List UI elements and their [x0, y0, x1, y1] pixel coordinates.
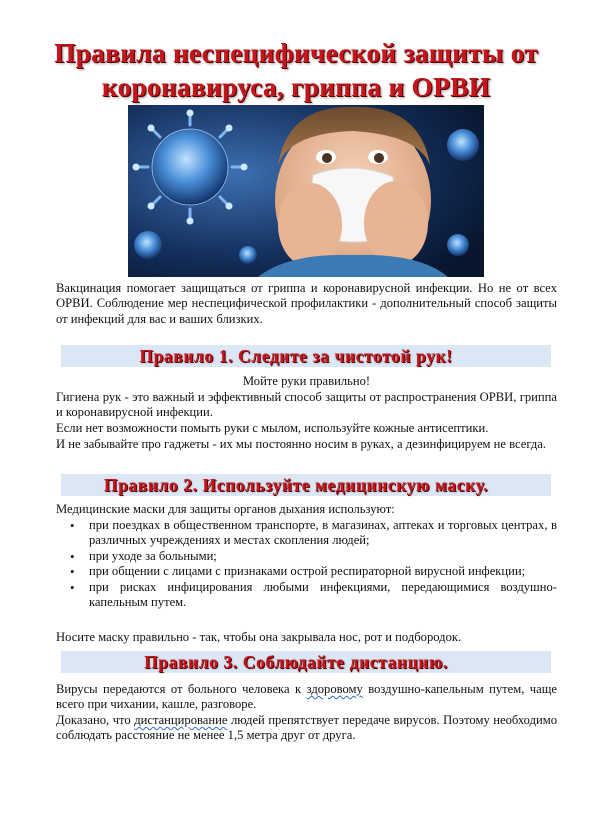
rule-1-paragraph-3: И не забывайте про гаджеты - их мы постоянно носим в руках, а дезинфицируем не всегда. [56, 437, 547, 451]
rule-1-paragraph-1: Гигиена рук - это важный и эффективный способ защиты от распространения ОРВИ, гриппа и коронавирусной инфекции. [56, 390, 557, 420]
child-sneezing-virus-photo-icon [128, 105, 484, 277]
page-title-line-1: Правила неспецифической защиты от [54, 37, 538, 68]
rule-3-p1-start: Вирусы передаются от больного человека к [56, 682, 307, 696]
list-item: • при рисках инфицирования любыми инфекциями, передающимися воздушно-капельным путем. [66, 580, 557, 611]
list-item: • при общении с лицами с признаками острой респираторной вирусной инфекции; [66, 564, 557, 579]
page-title-line-2: коронавируса, гриппа и ОРВИ [101, 71, 491, 102]
rule-3-paragraph-2 [56, 713, 557, 744]
page-title [20, 36, 572, 104]
hero-illustration [128, 105, 484, 277]
spellcheck-word: здоровому [306, 682, 363, 696]
rule-1-subtitle: Мойте руки правильно! [242, 374, 371, 388]
spellcheck-word: дистанцирование [134, 713, 228, 727]
rule-3-paragraph-1 [56, 682, 557, 713]
rule-3-p1-end: воздушно-капельным путем, чаще всего при чихании, кашле, разговоре. [56, 682, 558, 712]
list-item: • при поездках в общественном транспорте, в магазинах, аптеках и торговых центрах, в различных учреждениях и местах скопления людей; [66, 518, 557, 549]
rule-2-title: Правило 2. Используйте медицинскую маску. [103, 475, 489, 495]
rule-3-title: Правило 3. Соблюдайте дистанцию. [144, 652, 448, 672]
rule-3-p2-end: людей препятствует передаче вирусов. Поэтому необходимо соблюдать расстояние не менее 1,5 метра друг от друга. [56, 713, 557, 743]
mask-usage-list [66, 518, 557, 610]
rule-2-intro: Медицинские маски для защиты органов дыхания используют: [56, 502, 395, 516]
intro-paragraph: Вакцинация помогает защищаться от гриппа и коронавирусной инфекции. Но не от всех ОРВИ. Соблюдение мер неспецифической профилактики - дополнительный способ защиты от инфекций для вас и ваших близких. [56, 281, 557, 326]
rule-1-title: Правило 1. Следите за чистотой рук! [139, 346, 453, 366]
rule-1-paragraph-2: Если нет возможности помыть руки с мылом, используйте кожные антисептики. [56, 421, 489, 435]
list-item: • при уходе за больными; [66, 549, 557, 564]
rule-2-outro: Носите маску правильно - так, чтобы она закрывала нос, рот и подбородок. [56, 630, 462, 644]
rule-3-p2-start: Доказано, что [56, 713, 135, 727]
